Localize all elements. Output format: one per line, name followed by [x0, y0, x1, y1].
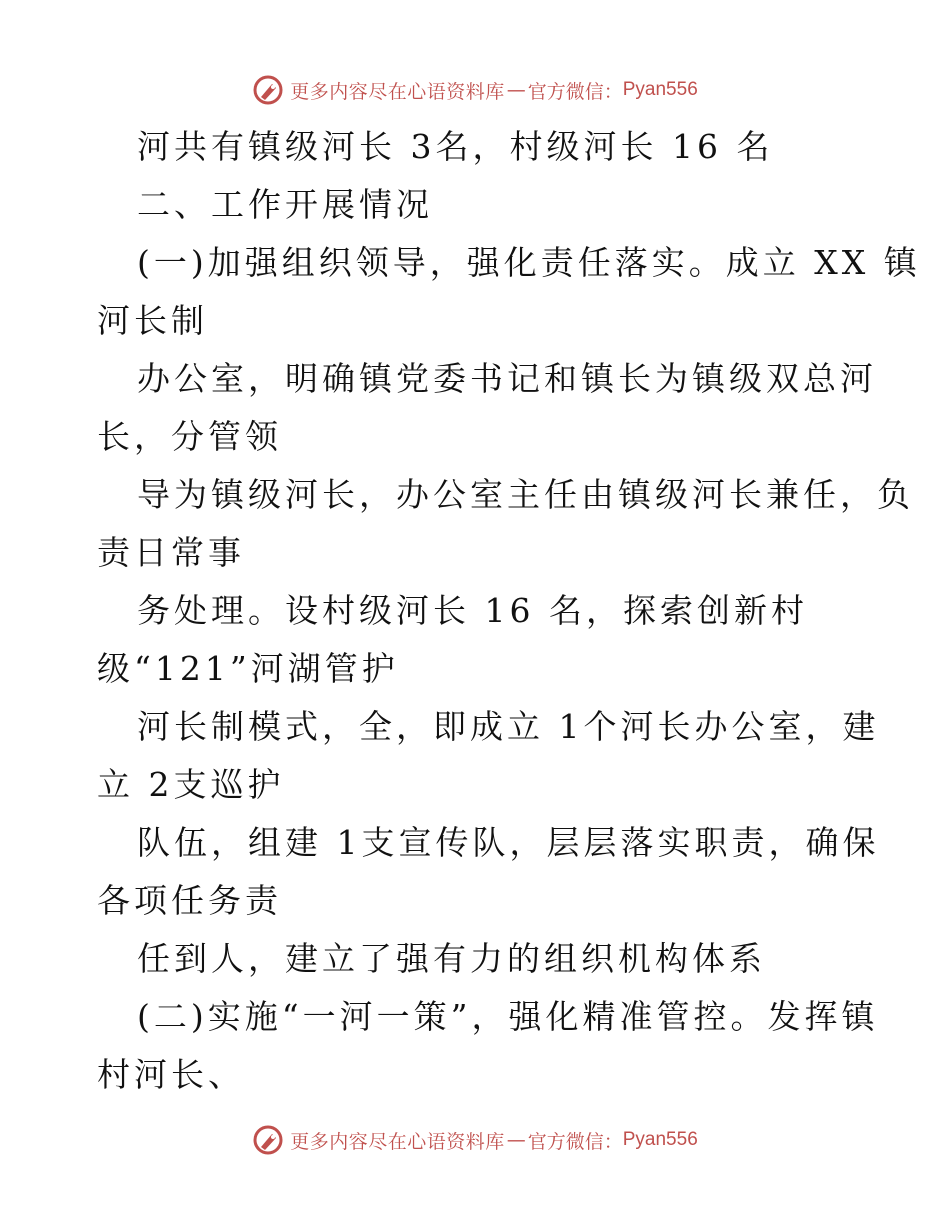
text-line: 务处理。设村级河长 16 名，探索创新村: [137, 591, 808, 630]
text-line: 河长制模式，全，即成立 1个河长办公室，建: [137, 707, 880, 746]
section-heading: 二、工作开展情况: [137, 185, 433, 224]
text-line: 河长制: [97, 301, 208, 340]
text-line: 村河长、: [97, 1055, 245, 1094]
watermark-header: [0, 70, 950, 110]
text-line: 各项任务责: [97, 881, 282, 920]
watermark-official: 官方微信：: [527, 1130, 623, 1153]
pen-nib-circle-icon: [252, 1124, 284, 1156]
text-line: 办公室，明确镇党委书记和镇长为镇级双总河: [137, 359, 877, 398]
watermark-separator: —: [506, 1129, 526, 1151]
document-body: [97, 118, 921, 1104]
watermark-official: 官方微信：: [527, 80, 623, 103]
watermark-brand: 更多内容尽在心语资料库: [290, 80, 505, 103]
text-line: 责日常事: [97, 533, 245, 572]
text-line: 任到人，建立了强有力的组织机构体系: [137, 939, 766, 978]
watermark-account: Pyan556: [622, 1129, 698, 1150]
pen-nib-circle-icon: [252, 74, 284, 106]
watermark-brand: 更多内容尽在心语资料库: [290, 1130, 505, 1153]
text-line: 队伍，组建 1支宣传队，层层落实职责，确保: [137, 823, 880, 862]
text-line: (一)加强组织领导，强化责任落实。成立 XX 镇: [137, 243, 921, 282]
text-line: 河共有镇级河长 3名，村级河长 16 名: [137, 127, 774, 166]
text-line: 导为镇级河长，办公室主任由镇级河长兼任，负: [137, 475, 914, 514]
text-line: 级“121”河湖管护: [97, 649, 399, 688]
watermark-footer: [0, 1120, 950, 1160]
text-line: (二)实施“一河一策”，强化精准管控。发挥镇: [137, 997, 879, 1036]
watermark-account: Pyan556: [622, 79, 698, 100]
text-line: 立 2支巡护: [97, 765, 285, 804]
text-line: 长，分管领: [97, 417, 282, 456]
watermark-separator: —: [506, 79, 526, 101]
